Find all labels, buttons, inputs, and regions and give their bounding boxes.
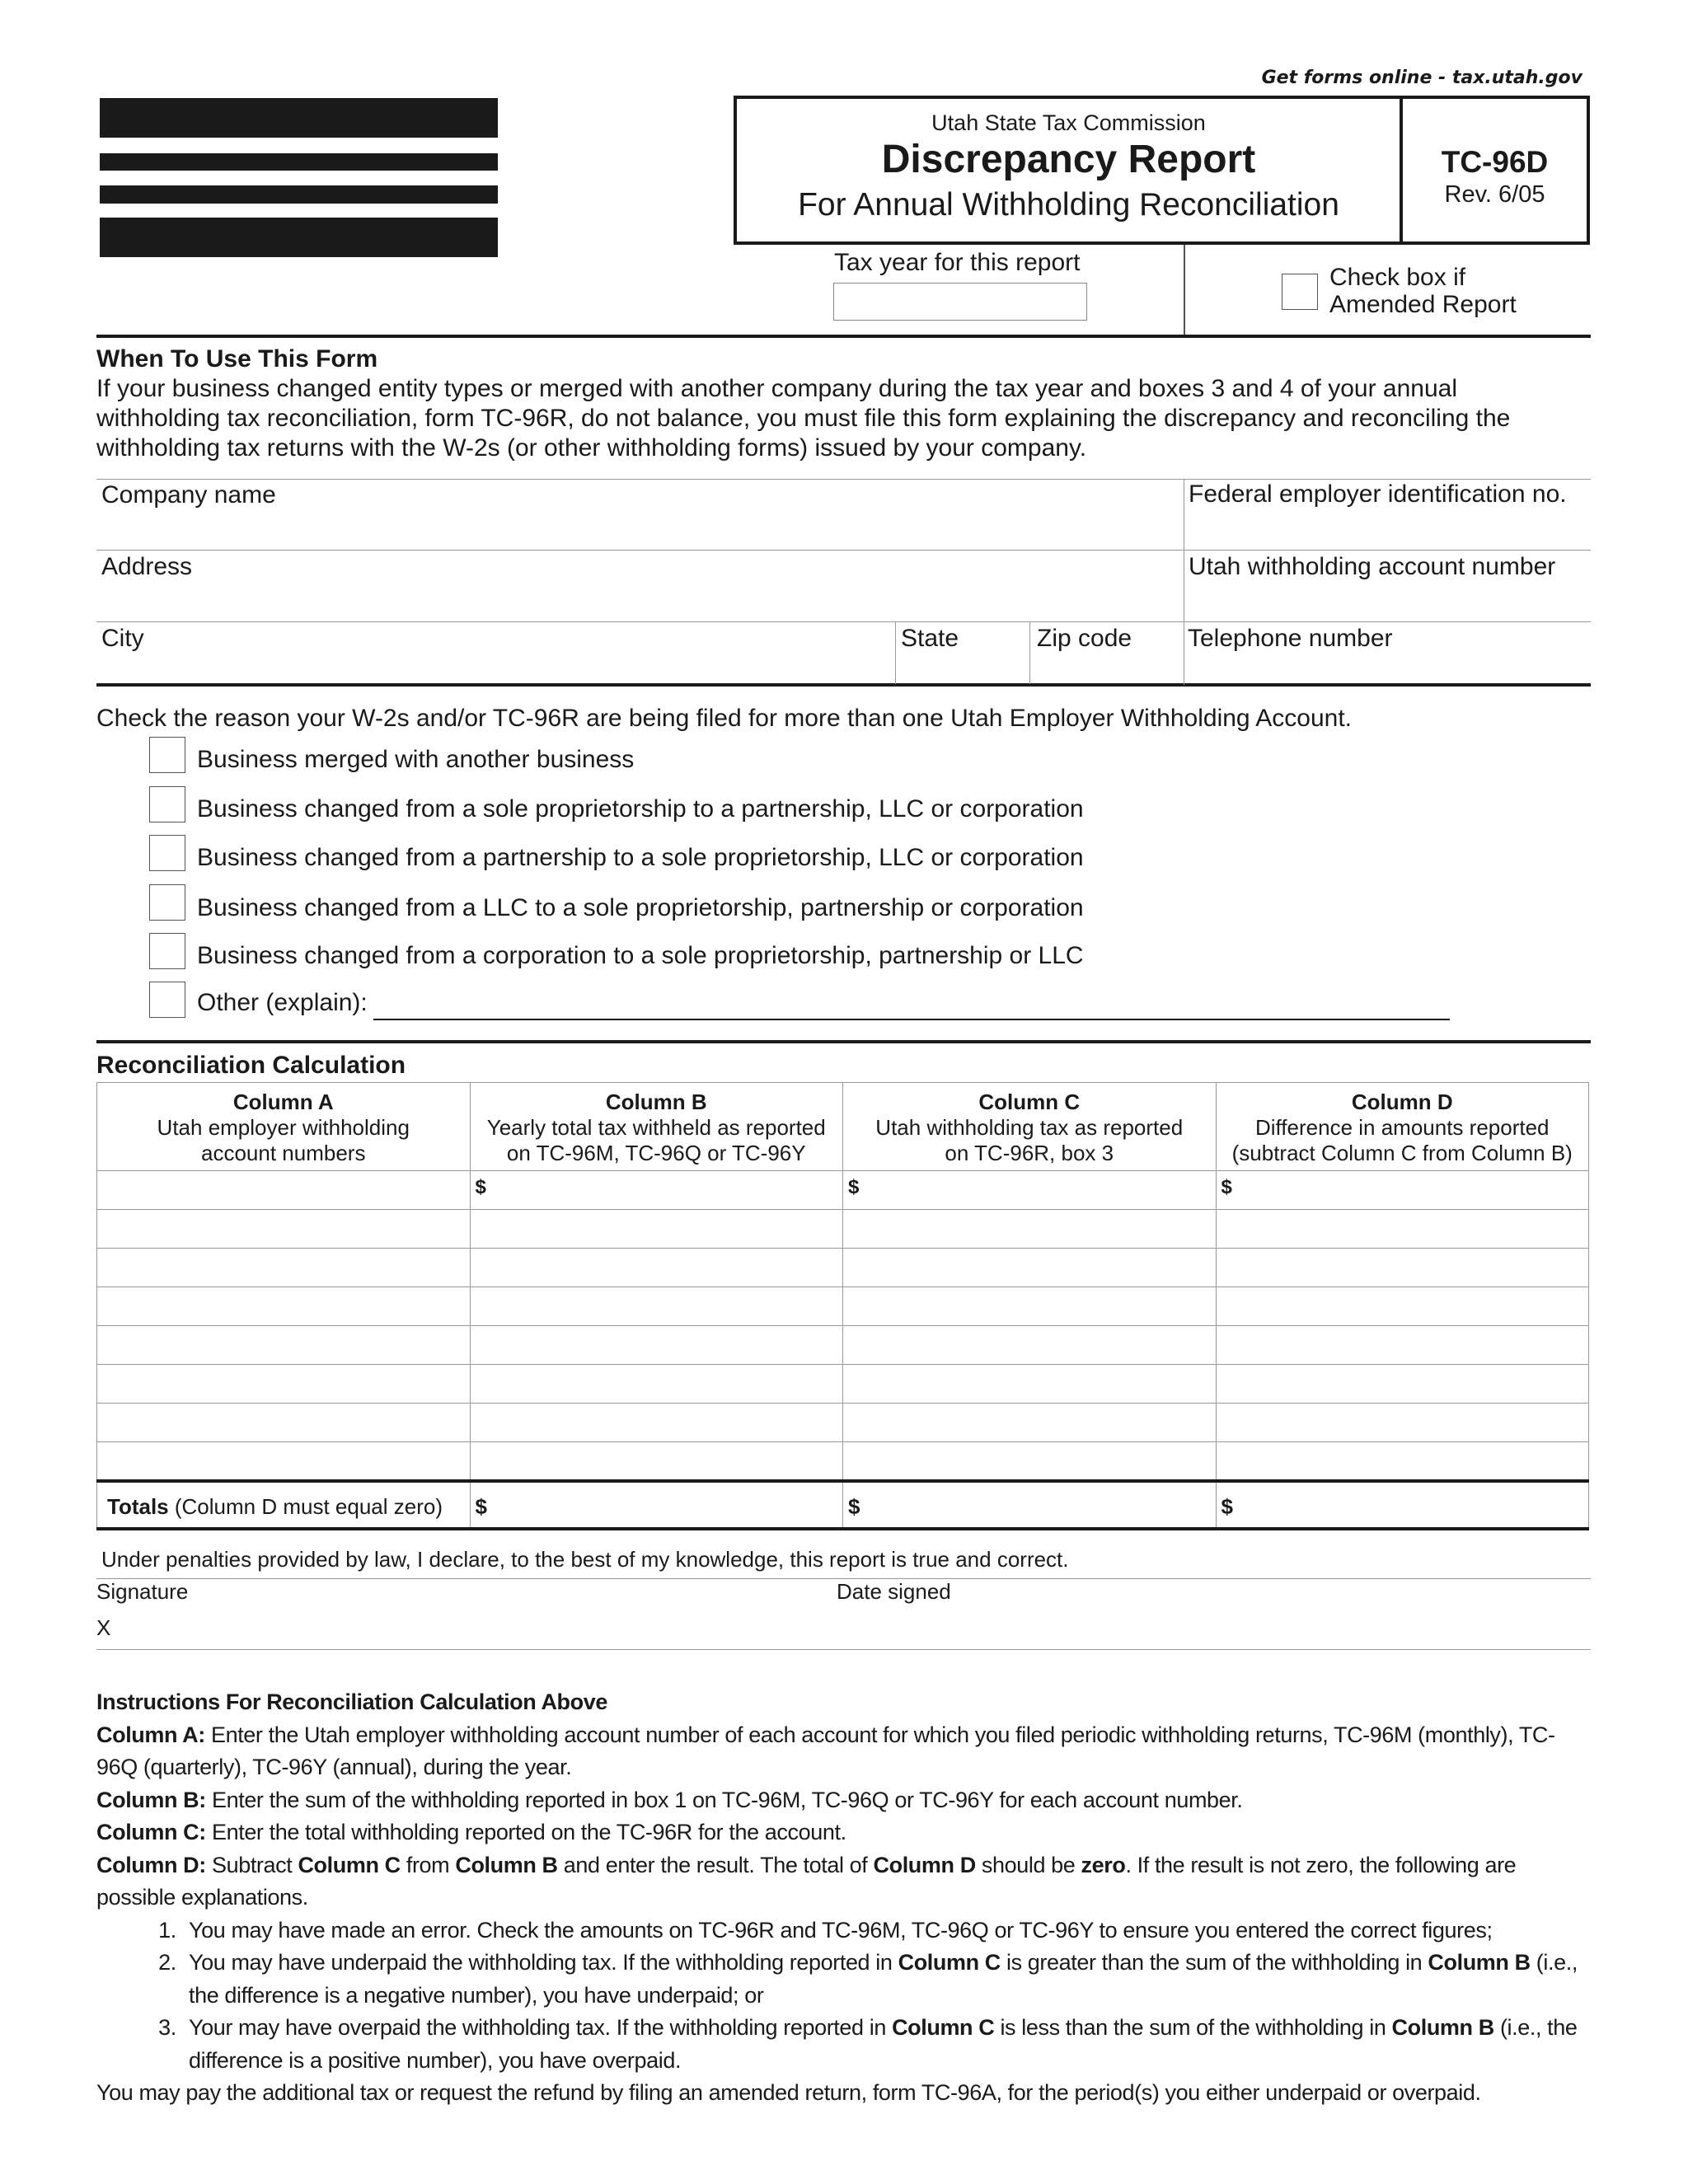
account-number-cell[interactable] [97, 1404, 471, 1442]
reason-label: Other (explain): [197, 989, 368, 1016]
divider [96, 479, 1591, 480]
column-name: Column D [1351, 1090, 1453, 1114]
table-row [97, 1287, 1589, 1326]
instruction-text: Your may have overpaid the withholding tax. If the withholding reported in [189, 2015, 893, 2040]
tax-year-label: Tax year for this report [834, 249, 1081, 276]
reason-checkbox-partnership[interactable] [149, 835, 185, 871]
instruction-column-a [96, 1719, 1592, 1784]
table-row [97, 1249, 1589, 1287]
amount-cell[interactable] [843, 1365, 1217, 1404]
instruction-text: is greater than the sum of the withholding in [1000, 1950, 1428, 1975]
reconciliation-table [96, 1082, 1589, 1530]
amount-cell[interactable] [470, 1326, 843, 1365]
amount-cell[interactable] [470, 1442, 843, 1481]
federal-ein-field[interactable]: Federal employer identification no. [1189, 480, 1567, 508]
table-row [97, 1210, 1589, 1249]
instruction-column-d [96, 1849, 1592, 1915]
reason-checkbox-merged[interactable] [149, 737, 185, 773]
column-desc: Utah withholding tax as reported [875, 1115, 1184, 1140]
amount-cell[interactable] [1216, 1287, 1589, 1326]
amount-cell[interactable] [470, 1249, 843, 1287]
table-row [97, 1365, 1589, 1404]
instruction-label: Column D: [96, 1852, 206, 1877]
reason-label: Business changed from a LLC to a sole proprietorship, partnership or corporation [197, 894, 1084, 921]
instruction-label: Column B: [96, 1787, 206, 1812]
totals-row [97, 1481, 1589, 1529]
amount-cell[interactable] [1216, 1326, 1589, 1365]
address-field[interactable]: Address [101, 553, 193, 580]
divider [96, 683, 1591, 687]
reason-label: Business merged with another business [197, 746, 635, 773]
instructions-closing: You may pay the additional tax or request the refund by filing an amended return, form TC-96A, for the period(s) you either underpaid or overpaid. [96, 2080, 1481, 2105]
divider [96, 1040, 1591, 1043]
instruction-text: . If the result is not zero, the following are possible explanations. [96, 1852, 1517, 1910]
totals-label-note: (Column D must equal zero) [168, 1493, 443, 1519]
table-row [97, 1404, 1589, 1442]
instruction-text: Enter the sum of the withholding reported in box 1 on TC-96M, TC-96Q or TC-96Y for each account number. [205, 1787, 1243, 1812]
instruction-emphasis: Column B [455, 1852, 558, 1877]
instruction-text: You may have underpaid the withholding tax. If the withholding reported in [189, 1950, 898, 1975]
column-name: Column C [978, 1090, 1081, 1114]
form-number: TC-96D [1441, 145, 1549, 179]
amount-cell[interactable] [843, 1287, 1217, 1326]
amount-cell[interactable]: $ [843, 1171, 1217, 1210]
reason-intro: Check the reason your W-2s and/or TC-96R are being filed for more than one Utah Employer Withholding Account. [96, 705, 1353, 732]
divider [1029, 621, 1030, 684]
amount-cell[interactable] [1216, 1249, 1589, 1287]
instruction-text: should be [975, 1852, 1081, 1877]
amount-cell[interactable] [1216, 1404, 1589, 1442]
reason-label: Business changed from a corporation to a sole proprietorship, partnership or LLC [197, 942, 1084, 969]
agency-name: Utah State Tax Commission [931, 110, 1206, 135]
amount-cell[interactable] [843, 1326, 1217, 1365]
column-d-header [1216, 1083, 1589, 1171]
city-field[interactable]: City [101, 625, 144, 652]
signature-label: Signature [96, 1579, 189, 1604]
instruction-emphasis: Column D [873, 1852, 976, 1877]
divider [96, 335, 1591, 338]
amount-cell[interactable] [843, 1404, 1217, 1442]
account-number-cell[interactable] [97, 1287, 471, 1326]
instruction-text: (i.e., the difference is a positive number), you have overpaid. [189, 2015, 1578, 2073]
divider [96, 1649, 1591, 1650]
instruction-label: Column A: [96, 1722, 205, 1747]
instruction-text: Enter the Utah employer withholding account number of each account for which you filed periodic withholding returns, TC-96M (monthly), TC-96Q (quarterly), TC-96Y (annual), during the year. [96, 1722, 1555, 1779]
instruction-emphasis: Column B [1428, 1950, 1531, 1975]
divider [1184, 245, 1185, 335]
instruction-text: Subtract [205, 1852, 298, 1877]
amount-cell[interactable] [470, 1404, 843, 1442]
account-number-cell[interactable] [97, 1442, 471, 1481]
column-desc: Yearly total tax withheld as reported [486, 1115, 826, 1140]
telephone-field[interactable]: Telephone number [1188, 625, 1393, 652]
account-number-cell[interactable] [97, 1326, 471, 1365]
when-to-use-text: If your business changed entity types or merged with another company during the tax year and boxes 3 and 4 of your annual withholding tax reconciliation, form TC-96R, do not balance, you must file this form explaining the discrepancy and reconciling the withholding tax returns with the W-2s (or other withholding forms) issued by your company. [96, 375, 1511, 462]
divider [895, 621, 896, 684]
instruction-text: is less than the sum of the withholding in [994, 2015, 1392, 2040]
utah-account-field[interactable]: Utah withholding account number [1189, 553, 1556, 580]
instruction-text: Enter the total withholding reported on the TC-96R for the account. [205, 1820, 846, 1844]
amount-cell[interactable] [470, 1210, 843, 1249]
instruction-emphasis: Column C [898, 1950, 1001, 1975]
column-desc: account numbers [201, 1141, 366, 1165]
account-number-cell[interactable] [97, 1210, 471, 1249]
table-header-row [97, 1083, 1589, 1171]
state-field[interactable]: State [901, 625, 959, 652]
amount-cell[interactable]: $ [470, 1171, 843, 1210]
column-c-header [843, 1083, 1217, 1171]
instruction-label: Column C: [96, 1820, 206, 1844]
column-name: Column B [605, 1090, 707, 1114]
reason-checkbox-sole-prop[interactable] [149, 786, 185, 823]
section-heading-reconciliation: Reconciliation Calculation [96, 1052, 406, 1079]
amount-cell[interactable] [843, 1249, 1217, 1287]
barcode-bar [100, 98, 498, 138]
reason-checkbox-llc[interactable] [149, 884, 185, 921]
instruction-text: and enter the result. The total of [557, 1852, 874, 1877]
amount-cell[interactable]: $ [1216, 1171, 1589, 1210]
totals-label-bold: Totals [107, 1493, 169, 1519]
amount-cell[interactable] [843, 1210, 1217, 1249]
amended-checkbox[interactable] [1282, 274, 1318, 310]
amended-label: Check box if Amended Report [1329, 264, 1517, 318]
other-explain-input[interactable] [373, 1019, 1450, 1020]
barcode-bar [100, 185, 498, 204]
instruction-text: from [400, 1852, 456, 1877]
company-name-field[interactable]: Company name [101, 481, 276, 509]
amount-cell[interactable] [1216, 1210, 1589, 1249]
amount-cell[interactable] [1216, 1365, 1589, 1404]
amount-cell[interactable] [470, 1287, 843, 1326]
list-item [182, 2012, 1592, 2077]
account-number-cell[interactable] [97, 1249, 471, 1287]
amount-cell[interactable] [843, 1442, 1217, 1481]
column-desc: on TC-96M, TC-96Q or TC-96Y [506, 1141, 806, 1165]
amount-cell[interactable] [1216, 1442, 1589, 1481]
barcode-bar [100, 218, 498, 257]
declaration-text: Under penalties provided by law, I declare, to the best of my knowledge, this report is true and correct. [101, 1547, 1069, 1572]
column-b-header [470, 1083, 843, 1171]
form-revision: Rev. 6/05 [1444, 181, 1545, 208]
page-title: Discrepancy Report [881, 138, 1256, 181]
column-a-header [97, 1083, 471, 1171]
section-heading-when-to-use: When To Use This Form [96, 345, 378, 373]
list-item: 1. You may have made an error. Check the amounts on TC-96R and TC-96M, TC-96Q or TC-96Y to ensure you entered the correct figures; [182, 1915, 1592, 1947]
reason-checkbox-other[interactable] [149, 982, 185, 1018]
instruction-emphasis: Column C [892, 2015, 995, 2040]
column-name: Column A [232, 1090, 334, 1114]
explanations-list [96, 1915, 1592, 2078]
instruction-emphasis: Column B [1391, 2015, 1494, 2040]
page-subtitle: For Annual Withholding Reconciliation [798, 187, 1339, 223]
total-column-d[interactable]: $ [1216, 1481, 1589, 1529]
divider [96, 550, 1591, 551]
instruction-text: (i.e., the difference is a negative number), you have underpaid; or [189, 1950, 1578, 2008]
signature-field[interactable]: X [96, 1615, 111, 1640]
instruction-column-b [96, 1784, 1592, 1817]
reason-checkbox-corporation[interactable] [149, 933, 185, 969]
totals-label [97, 1481, 471, 1529]
zip-code-field[interactable]: Zip code [1037, 625, 1132, 652]
forms-online-note: Get forms online - tax.utah.gov [1261, 68, 1582, 88]
instruction-emphasis: zero [1081, 1852, 1126, 1877]
account-number-cell[interactable] [97, 1171, 471, 1210]
instruction-emphasis: Column C [298, 1852, 401, 1877]
date-signed-label: Date signed [837, 1579, 951, 1604]
reason-label: Business changed from a sole proprietorship to a partnership, LLC or corporation [197, 795, 1084, 823]
instructions-heading: Instructions For Reconciliation Calculation Above [96, 1690, 607, 1714]
tax-year-input[interactable] [833, 283, 1087, 321]
barcode-bar [100, 153, 498, 171]
table-row [97, 1171, 1589, 1210]
column-desc: (subtract Column C from Column B) [1231, 1141, 1573, 1165]
column-desc: Utah employer withholding [157, 1115, 410, 1140]
total-column-b[interactable]: $ [470, 1481, 843, 1529]
instructions-section [96, 1686, 1592, 2110]
reason-label: Business changed from a partnership to a sole proprietorship, LLC or corporation [197, 844, 1084, 871]
amount-cell[interactable] [470, 1365, 843, 1404]
account-number-cell[interactable] [97, 1365, 471, 1404]
table-row [97, 1442, 1589, 1481]
divider [96, 621, 1591, 622]
column-desc: on TC-96R, box 3 [945, 1141, 1114, 1165]
list-item [182, 1947, 1592, 2012]
instruction-column-c [96, 1816, 1592, 1849]
column-desc: Difference in amounts reported [1255, 1115, 1550, 1140]
total-column-c[interactable]: $ [843, 1481, 1217, 1529]
table-row [97, 1326, 1589, 1365]
